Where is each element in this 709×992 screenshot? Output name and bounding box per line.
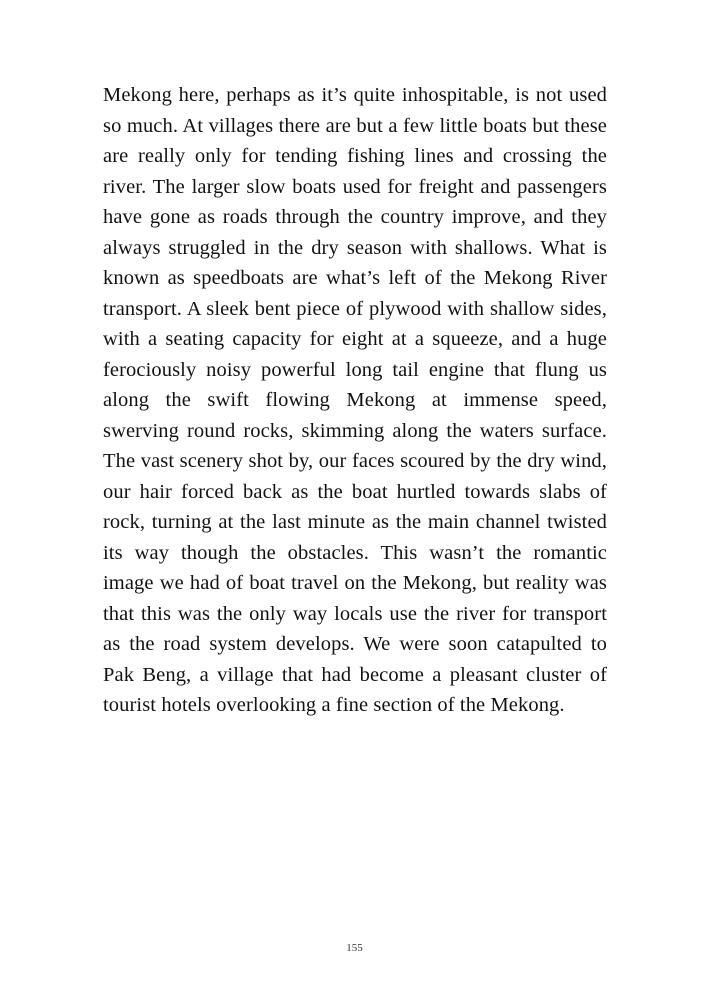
body-paragraph: Mekong here, perhaps as it’s quite inhospitable, is not used so much. At villages there are but a few little boats but these are really only for tending fishing lines and crossing the river. The larger slow boats used for freight and passengers have gone as roads through the country improve, and they always struggled in the dry season with shallows. What is known as speedboats are what’s left of the Mekong River transport. A sleek bent piece of plywood with shallow sides, with a seating capacity for eight at a squeeze, and a huge ferociously noisy powerful long tail engine that flung us along the swift flowing Mekong at immense speed, swerving round rocks, skimming along the waters surface. The vast scenery shot by, our faces scoured by the dry wind, our hair forced back as the boat hurtled towards slabs of rock, turning at the last minute as the main channel twisted its way though the obstacles. This wasn’t the romantic image we had of boat travel on the Mekong, but reality was that this was the only way locals use the river for transport as the road system develops. We were soon catapulted to Pak Beng, a village that had become a pleasant cluster of tourist hotels overlooking a fine section of the Mekong. — [103, 84, 607, 716]
page-number: 155 — [346, 942, 363, 954]
page-text-block — [103, 80, 607, 721]
